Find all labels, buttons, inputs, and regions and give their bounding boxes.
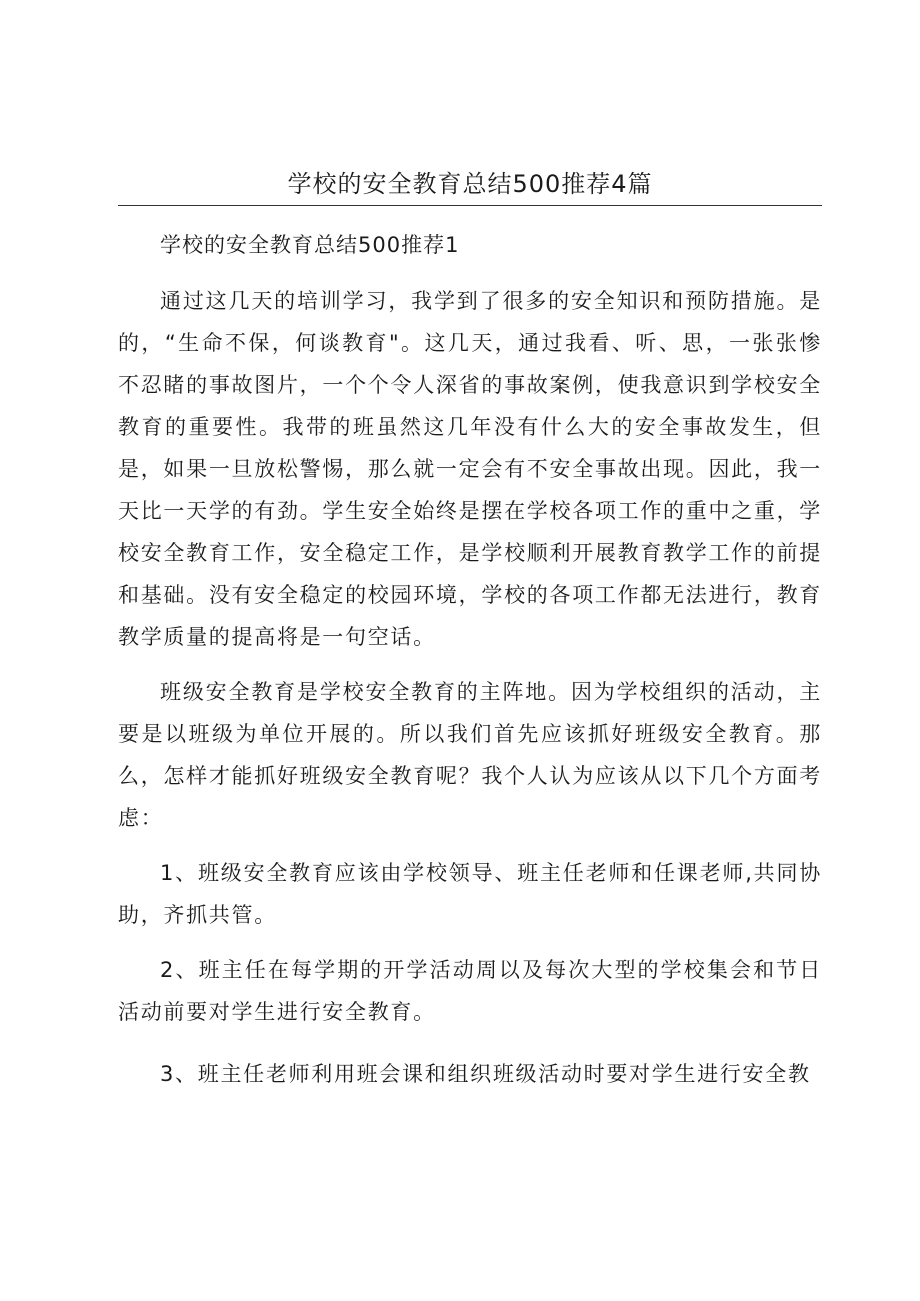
list-item-2: 2、班主任在每学期的开学活动周以及每次大型的学校集会和节日活动前要对学生进行安全教育。 <box>118 958 822 1024</box>
paragraph-class-education: 班级安全教育是学校安全教育的主阵地。因为学校组织的活动，主要是以班级为单位开展的。所以我们首先应该抓好班级安全教育。那么，怎样才能抓好班级安全教育呢？我个人认为应该从以下几个方面考虑： <box>118 680 822 830</box>
list-item-1: 1、班级安全教育应该由学校领导、班主任老师和任课老师,共同协助，齐抓共管。 <box>118 861 822 927</box>
paragraph-intro: 通过这几天的培训学习，我学到了很多的安全知识和预防措施。是的，“生命不保，何谈教育"。这几天，通过我看、听、思，一张张惨不忍睹的事故图片，一个个令人深省的事故案例，使我意识到学校安全教育的重要性。我带的班虽然这几年没有什么大的安全事故发生，但是，如果一旦放松警惕，那么就一定会有不安全事故出现。因此，我一天比一天学的有劲。学生安全始终是摆在学校各项工作的重中之重，学校安全教育工作，安全稳定工作，是学校顺利开展教育教学工作的前提和基础。没有安全稳定的校园环境，学校的各项工作都无法进行，教育教学质量的提高将是一句空话。 <box>118 289 822 649</box>
section-heading: 学校的安全教育总结500推荐1 <box>160 233 460 257</box>
document-body <box>118 224 822 1095</box>
list-item-3: 3、班主任老师利用班会课和组织班级活动时要对学生进行安全教 <box>160 1062 811 1086</box>
title-underline <box>118 205 822 206</box>
document-title: 学校的安全教育总结500推荐4篇 <box>287 170 653 198</box>
